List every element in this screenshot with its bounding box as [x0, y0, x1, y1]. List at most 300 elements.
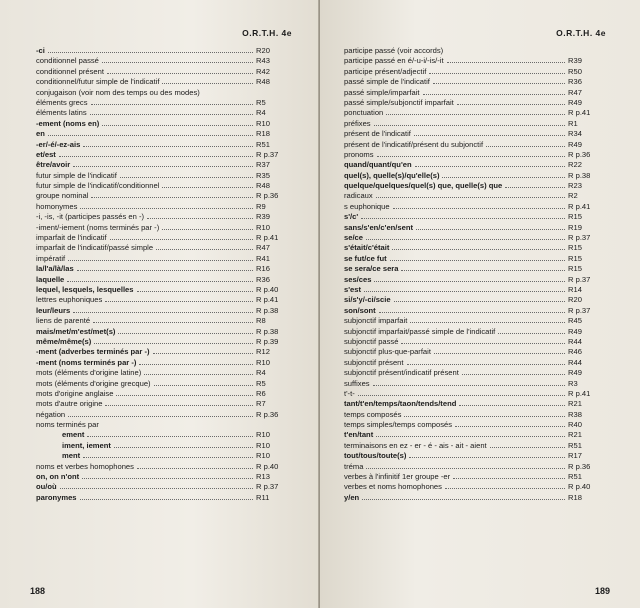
left-page-number: 188 [30, 586, 46, 596]
dot-leader [67, 275, 253, 282]
index-entry [344, 119, 606, 129]
index-entry [344, 347, 606, 357]
dot-leader [433, 77, 565, 84]
index-term: si/s'y/-ci/scie [344, 295, 391, 305]
index-reference: R9 [256, 201, 266, 211]
index-entry [344, 368, 606, 378]
dot-leader [91, 191, 253, 198]
index-entry [344, 493, 606, 503]
dot-leader [144, 368, 253, 375]
index-reference: R10 [256, 451, 270, 461]
index-term: verbes à l'infinitif 1er groupe -er [344, 472, 451, 482]
index-term: éléments grecs [36, 97, 88, 107]
left-index-list [36, 46, 294, 503]
index-term: se sera/ce sera [344, 264, 399, 274]
dot-leader [87, 430, 253, 437]
index-reference: R1 [568, 118, 578, 128]
index-reference: R p.38 [568, 170, 591, 180]
index-reference: R48 [256, 77, 270, 87]
dot-leader [442, 171, 565, 178]
dot-leader [434, 347, 565, 354]
index-term: quand/quant/qu'en [344, 160, 412, 170]
index-entry [36, 181, 294, 191]
index-reference: R p.36 [568, 149, 591, 159]
dot-leader [110, 233, 253, 240]
index-term: passé simple/imparfait [344, 87, 420, 97]
index-reference: R p.38 [256, 326, 279, 336]
index-entry [36, 451, 294, 461]
index-reference: R p.40 [256, 284, 279, 294]
dot-leader [139, 358, 253, 365]
index-reference: R41 [256, 253, 270, 263]
dot-leader [77, 264, 253, 271]
index-reference: R p.41 [568, 108, 591, 118]
index-term: imparfait de l'indicatif [36, 233, 107, 243]
index-reference: R16 [256, 264, 270, 274]
index-reference: R12 [256, 347, 270, 357]
index-entry [36, 493, 294, 503]
index-entry [36, 77, 294, 87]
dot-leader [80, 202, 253, 209]
dot-leader [486, 140, 565, 147]
dot-leader [364, 285, 565, 292]
dot-leader [374, 275, 565, 282]
dot-leader [90, 108, 253, 115]
index-entry [344, 420, 606, 430]
index-entry [344, 46, 606, 56]
index-term: conditionnel passé [36, 56, 99, 66]
index-reference: R p.41 [256, 233, 279, 243]
dot-leader [445, 482, 565, 489]
index-term: tant/t'en/temps/taon/tends/tend [344, 399, 457, 409]
dot-leader [455, 420, 565, 427]
index-reference: R50 [568, 66, 582, 76]
index-term: pronoms [344, 149, 374, 159]
index-term: participe présent/adjectif [344, 66, 427, 76]
dot-leader [162, 77, 253, 84]
index-entry [344, 56, 606, 66]
index-reference: R p.37 [568, 274, 591, 284]
dot-leader [162, 181, 253, 188]
index-term: leur/leurs [36, 305, 71, 315]
index-reference: R37 [256, 160, 270, 170]
dot-leader [377, 150, 565, 157]
index-reference: R49 [568, 97, 582, 107]
index-reference: R15 [568, 253, 582, 263]
right-page [320, 0, 640, 608]
index-reference: R23 [568, 181, 582, 191]
index-reference: R p.40 [568, 482, 591, 492]
index-entry [344, 140, 606, 150]
index-entry [36, 243, 294, 253]
index-reference: R p.36 [256, 191, 279, 201]
dot-leader [462, 368, 565, 375]
index-reference: R14 [568, 284, 582, 294]
index-term: participe passé (voir accords) [344, 46, 444, 55]
index-term: subjonctif présent/indicatif présent [344, 368, 459, 378]
index-reference: R20 [256, 46, 270, 55]
index-reference: R8 [256, 316, 266, 326]
index-reference: R10 [256, 430, 270, 440]
index-term: en [36, 129, 45, 139]
index-term: ses/ces [344, 274, 372, 284]
index-entry [344, 430, 606, 440]
index-reference: R21 [568, 399, 582, 409]
index-reference: R35 [256, 170, 270, 180]
index-entry [344, 482, 606, 492]
index-term: liens de parenté [36, 316, 91, 326]
dot-leader [453, 472, 565, 479]
index-reference: R4 [256, 368, 266, 378]
dot-leader [83, 451, 253, 458]
index-term: présent de l'indicatif [344, 129, 411, 139]
index-term: participe passé en é/-u-i/-is/-it [344, 56, 444, 66]
index-term: -ment (noms terminés par -) [36, 357, 137, 367]
index-entry [36, 233, 294, 243]
index-term: on, on n'ont [36, 472, 80, 482]
dot-leader [401, 264, 565, 271]
index-reference: R p.41 [568, 388, 591, 398]
dot-leader [203, 89, 253, 95]
dot-leader [429, 67, 565, 74]
index-term: négation [36, 409, 66, 419]
dot-leader [386, 108, 565, 115]
dot-leader [394, 295, 565, 302]
index-entry [36, 88, 294, 98]
index-term: -er/-é/-ez-ais [36, 139, 81, 149]
dot-leader [498, 327, 565, 334]
dot-leader [105, 399, 253, 406]
index-entry [344, 181, 606, 191]
index-term: paronymes [36, 492, 77, 502]
index-reference: R49 [568, 139, 582, 149]
index-entry [344, 212, 606, 222]
index-entry [344, 337, 606, 347]
index-reference: R48 [256, 181, 270, 191]
index-entry [344, 77, 606, 87]
index-term: subjonctif plus-que-parfait [344, 347, 431, 357]
index-entry [36, 160, 294, 170]
index-term: -ement (noms en) [36, 118, 100, 128]
index-entry [36, 420, 294, 430]
index-reference: R p.37 [256, 482, 279, 492]
dot-leader [73, 160, 253, 167]
dot-leader [392, 243, 565, 250]
index-reference: R5 [256, 97, 266, 107]
index-term: subjonctif présent [344, 357, 404, 367]
index-term: radicaux [344, 191, 373, 201]
dot-leader [102, 119, 253, 126]
index-term: présent de l'indicatif/présent du subjonctif [344, 139, 484, 149]
index-term: t'en/tant [344, 430, 374, 440]
index-entry [344, 150, 606, 160]
left-page-header: O.R.T.H. 4e [242, 28, 292, 38]
index-term: conditionnel/futur simple de l'indicatif [36, 77, 160, 87]
dot-leader [116, 389, 253, 396]
dot-leader [423, 88, 565, 95]
index-term: mots d'origine anglaise [36, 388, 114, 398]
right-page-number: 189 [594, 586, 610, 596]
index-entry [36, 327, 294, 337]
index-reference: R43 [256, 56, 270, 66]
index-entry [36, 358, 294, 368]
index-term: se/ce [344, 233, 364, 243]
index-reference: R15 [568, 264, 582, 274]
index-term: subjonctif imparfait/passé simple de l'indicatif [344, 326, 496, 336]
right-page-header: O.R.T.H. 4e [556, 28, 606, 38]
index-term: lequel, lesquels, lesquelles [36, 284, 134, 294]
index-reference: R10 [256, 440, 270, 450]
index-entry [36, 316, 294, 326]
index-reference: R49 [568, 326, 582, 336]
index-entry [344, 223, 606, 233]
index-term: s'est [344, 284, 362, 294]
index-entry [36, 399, 294, 409]
index-entry [344, 88, 606, 98]
dot-leader [114, 441, 253, 448]
index-reference: R19 [568, 222, 582, 232]
index-reference: R20 [568, 295, 582, 305]
index-entry [36, 46, 294, 56]
index-reference: R47 [568, 87, 582, 97]
index-term: subjonctif passé [344, 336, 399, 346]
dot-leader [91, 98, 254, 105]
index-term: futur simple de l'indicatif [36, 170, 117, 180]
index-entry [36, 306, 294, 316]
index-entry [36, 337, 294, 347]
index-entry [36, 264, 294, 274]
index-term: ou/où [36, 482, 57, 492]
index-reference: R18 [568, 492, 582, 502]
index-term: verbes et noms homophones [344, 482, 442, 492]
index-term: lettres euphoniques [36, 295, 103, 305]
index-entry [36, 108, 294, 118]
dot-leader [102, 421, 253, 427]
index-entry [36, 150, 294, 160]
index-reference: R34 [568, 129, 582, 139]
index-term: -iment/-iement (noms terminés par -) [36, 222, 160, 232]
index-entry [344, 410, 606, 420]
index-entry [36, 119, 294, 129]
dot-leader [373, 379, 565, 386]
index-term: préfixes [344, 118, 371, 128]
index-term: laquelle [36, 274, 65, 284]
index-reference: R45 [568, 316, 582, 326]
dot-leader [415, 160, 565, 167]
index-reference: R10 [256, 118, 270, 128]
index-term: se fut/ce fut [344, 253, 387, 263]
index-entry [344, 462, 606, 472]
index-entry [344, 451, 606, 461]
index-term: passé simple/subjonctif imparfait [344, 97, 454, 107]
index-reference: R p.36 [568, 461, 591, 471]
index-term: t'-t- [344, 388, 355, 398]
index-term: mots (éléments d'origine grecque) [36, 378, 151, 388]
index-entry [344, 67, 606, 77]
dot-leader [118, 327, 253, 334]
index-reference: R p.37 [568, 305, 591, 315]
index-term: futur simple de l'indicatif/conditionnel [36, 181, 160, 191]
index-entry [344, 285, 606, 295]
index-entry [36, 171, 294, 181]
index-entry [344, 98, 606, 108]
index-reference: R5 [256, 378, 266, 388]
index-entry [36, 472, 294, 482]
right-index-list [344, 46, 606, 503]
dot-leader [366, 462, 565, 469]
index-term: ment [62, 451, 81, 461]
index-term: tout/tous/toute(s) [344, 451, 407, 461]
dot-leader [156, 243, 253, 250]
index-term: -ci [36, 46, 45, 55]
index-reference: R39 [568, 56, 582, 66]
index-reference: R p.37 [256, 149, 279, 159]
index-entry [36, 56, 294, 66]
index-term: et/est [36, 149, 56, 159]
index-entry [344, 316, 606, 326]
index-term: sans/s'en/c'en/sent [344, 222, 414, 232]
dot-leader [409, 451, 565, 458]
dot-leader [374, 119, 565, 126]
dot-leader [137, 285, 254, 292]
dot-leader [94, 337, 253, 344]
index-entry [36, 368, 294, 378]
index-reference: R39 [256, 212, 270, 222]
dot-leader [82, 472, 253, 479]
index-reference: R3 [568, 378, 578, 388]
dot-leader [59, 150, 253, 157]
index-reference: R10 [256, 222, 270, 232]
index-reference: R11 [256, 492, 270, 502]
dot-leader [154, 379, 253, 386]
dot-leader [404, 410, 565, 417]
index-entry [344, 441, 606, 451]
index-reference: R15 [568, 243, 582, 253]
index-term: noms terminés par [36, 420, 99, 430]
index-reference: R51 [568, 440, 582, 450]
index-term: quelque/quelques/quel(s) que, quelle(s) que [344, 181, 503, 191]
index-reference: R44 [568, 357, 582, 367]
dot-leader [447, 56, 565, 63]
index-term: temps simples/temps composés [344, 420, 453, 430]
dot-leader [147, 212, 253, 219]
dot-leader [358, 389, 565, 396]
index-entry [36, 129, 294, 139]
index-reference: R46 [568, 347, 582, 357]
index-reference: R p.36 [256, 409, 279, 419]
dot-leader [414, 129, 565, 136]
index-entry [36, 347, 294, 357]
index-entry [344, 399, 606, 409]
index-reference: R44 [568, 336, 582, 346]
dot-leader [120, 171, 253, 178]
index-reference: R38 [568, 409, 582, 419]
index-reference: R49 [568, 368, 582, 378]
index-reference: R p.37 [568, 233, 591, 243]
index-entry [344, 472, 606, 482]
index-entry [36, 202, 294, 212]
index-term: s'/c' [344, 212, 359, 222]
dot-leader [393, 202, 565, 209]
index-term: conjugaison (voir nom des temps ou des modes) [36, 87, 200, 97]
index-entry [36, 98, 294, 108]
index-reference: R p.40 [256, 461, 279, 471]
index-entry [344, 233, 606, 243]
index-term: mots d'autre origine [36, 399, 103, 409]
dot-leader [105, 295, 253, 302]
index-reference: R36 [568, 77, 582, 87]
index-term: ponctuation [344, 108, 384, 118]
dot-leader [361, 212, 565, 219]
index-reference: R13 [256, 472, 270, 482]
index-entry [36, 389, 294, 399]
dot-leader [80, 493, 253, 500]
index-reference: R22 [568, 160, 582, 170]
dot-leader [490, 441, 565, 448]
dot-leader [416, 223, 565, 230]
index-reference: R51 [256, 139, 270, 149]
index-entry [36, 462, 294, 472]
index-entry [36, 379, 294, 389]
dot-leader [68, 410, 253, 417]
index-entry [344, 379, 606, 389]
index-entry [36, 140, 294, 150]
index-term: son/sont [344, 305, 376, 315]
index-reference: R21 [568, 430, 582, 440]
index-term: -i, -is, -it (participes passés en -) [36, 212, 145, 222]
index-reference: R17 [568, 451, 582, 461]
index-term: ement [62, 430, 85, 440]
index-term: temps composés [344, 409, 402, 419]
index-term: impératif [36, 253, 66, 263]
dot-leader [379, 306, 565, 313]
index-term: passé simple de l'indicatif [344, 77, 430, 87]
index-term: s'était/c'était [344, 243, 390, 253]
index-entry [36, 212, 294, 222]
index-term: quel(s), quelle(s)/qu'elle(s) [344, 170, 440, 180]
dot-leader [390, 254, 565, 261]
dot-leader [153, 347, 253, 354]
index-term: la/l'a/là/las [36, 264, 74, 274]
dot-leader [446, 47, 565, 53]
index-term: mots (éléments d'origine latine) [36, 368, 142, 378]
index-entry [344, 327, 606, 337]
index-term: groupe nominal [36, 191, 89, 201]
index-reference: R p.38 [256, 305, 279, 315]
index-reference: R6 [256, 388, 266, 398]
dot-leader [459, 399, 565, 406]
index-term: même/même(s) [36, 336, 92, 346]
index-term: iment, iement [62, 440, 111, 450]
dot-leader [93, 316, 253, 323]
dot-leader [505, 181, 565, 188]
index-entry [344, 129, 606, 139]
index-reference: R10 [256, 357, 270, 367]
index-reference: R2 [568, 191, 578, 201]
index-entry [344, 295, 606, 305]
index-term: éléments latins [36, 108, 87, 118]
index-entry [344, 171, 606, 181]
index-term: imparfait de l'indicatif/passé simple [36, 243, 154, 253]
index-term: être/avoir [36, 160, 71, 170]
index-entry [344, 160, 606, 170]
index-term: -ment (adverbes terminés par -) [36, 347, 150, 357]
dot-leader [376, 191, 565, 198]
index-reference: R15 [568, 212, 582, 222]
dot-leader [376, 430, 565, 437]
dot-leader [107, 67, 253, 74]
index-reference: R p.41 [568, 201, 591, 211]
